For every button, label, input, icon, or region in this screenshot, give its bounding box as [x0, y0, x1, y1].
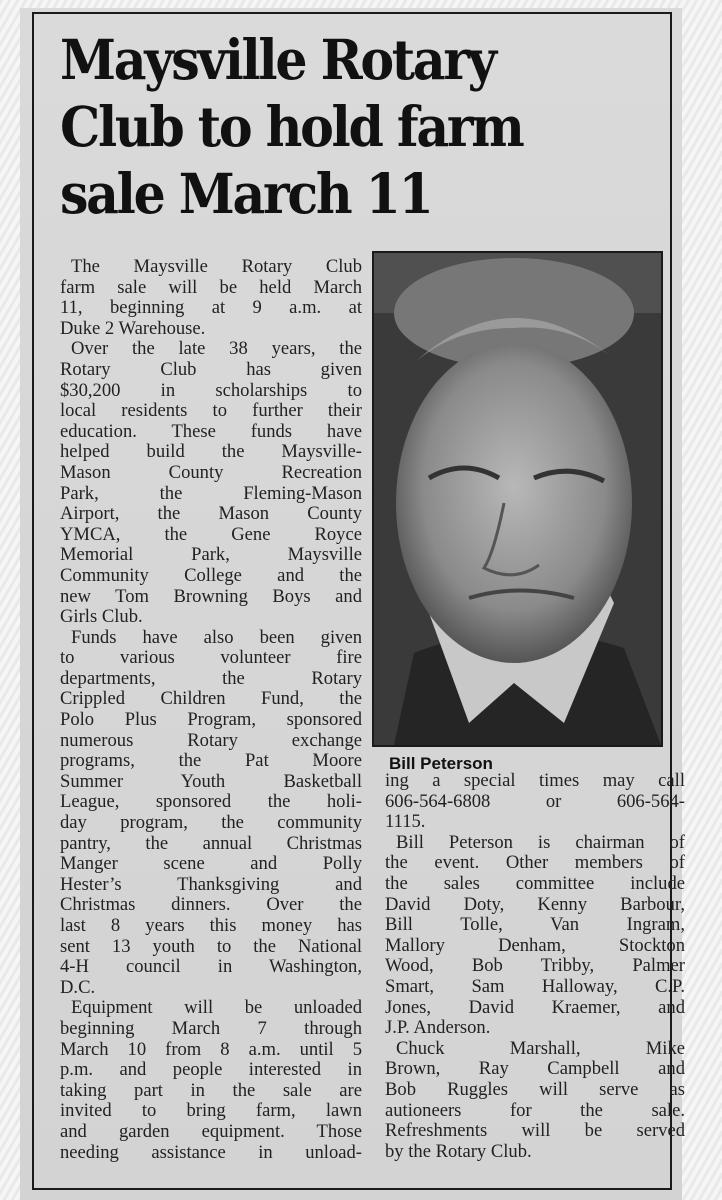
- article-text-line: D.C.: [60, 976, 96, 998]
- article-text-line: beginning March 7 through: [60, 1017, 362, 1039]
- article-text-line: League, sponsored the holi-: [60, 791, 362, 813]
- article-text-line: 4-H council in Washington,: [60, 956, 362, 978]
- article-text-line: Duke 2 Warehouse.: [60, 317, 206, 339]
- article-text-line: day program, the community: [60, 812, 362, 834]
- article-text-line: Over the late 38 years, the: [71, 338, 362, 360]
- article-text-line: Airport, the Mason County: [60, 503, 362, 525]
- portrait-photo: [372, 251, 663, 747]
- article-text-line: Rotary Club has given: [60, 358, 362, 380]
- article-text-line: programs, the Pat Moore: [60, 750, 362, 772]
- article-text-line: 11, beginning at 9 a.m. at: [60, 297, 362, 319]
- article-text-line: Girls Club.: [60, 606, 143, 628]
- article-text-line: Polo Plus Program, sponsored: [60, 709, 362, 731]
- article-text-line: to various volunteer fire: [60, 647, 362, 669]
- article-text-line: Hester’s Thanksgiving and: [60, 873, 362, 895]
- article-text-line: needing assistance in unload-: [60, 1141, 362, 1163]
- article-text-line: The Maysville Rotary Club: [71, 256, 362, 277]
- headline: [60, 26, 621, 227]
- article-text-line: Wood, Bob Tribby, Palmer: [385, 955, 685, 977]
- article-text-line: new Tom Browning Boys and: [60, 585, 362, 607]
- article-text-line: J.P. Anderson.: [385, 1017, 491, 1039]
- article-text-line: Funds have also been given: [71, 626, 362, 648]
- article-text-line: Crippled Children Fund, the: [60, 688, 362, 710]
- article-text-line: ing a special times may call: [385, 770, 685, 791]
- headline-line: sale March 11: [60, 161, 432, 226]
- article-text-line: Park, the Fleming-Mason: [60, 482, 362, 504]
- article-text-line: Mason County Recreation: [60, 461, 362, 483]
- article-text-line: autioneers for the sale.: [385, 1099, 685, 1121]
- article-text-line: taking part in the sale are: [60, 1079, 362, 1101]
- article-text-line: the event. Other members of: [385, 852, 685, 874]
- article-text-line: Mallory Denham, Stockton: [385, 934, 685, 956]
- article-text-line: last 8 years this money has: [60, 915, 362, 936]
- article-text-line: Manger scene and Polly: [60, 853, 362, 875]
- article-text-line: education. These funds have: [60, 420, 362, 442]
- article-text-line: p.m. and people interested in: [60, 1059, 362, 1081]
- article-text-line: by the Rotary Club.: [385, 1140, 532, 1162]
- article-text-line: 606-564-6808 or 606-564-: [385, 790, 685, 812]
- article-text-line: March 10 from 8 a.m. until 5: [60, 1038, 362, 1060]
- article-text-line: sent 13 youth to the National: [60, 935, 362, 957]
- article-text-line: 1115.: [385, 811, 426, 833]
- article-text-line: the sales committee include: [385, 872, 685, 894]
- article-text-line: local residents to further their: [60, 400, 362, 422]
- article-text-line: farm sale will be held March: [60, 276, 362, 298]
- article-text-line: and garden equipment. Those: [60, 1120, 362, 1142]
- article-text-line: Christmas dinners. Over the: [60, 894, 362, 916]
- article-text-line: David Doty, Kenny Barbour,: [385, 893, 685, 915]
- article-text-line: invited to bring farm, lawn: [60, 1100, 362, 1122]
- article-text-line: Bill Peterson is chairman of: [396, 831, 685, 853]
- headline-line: Club to hold farm: [60, 94, 523, 159]
- article-column-right: [385, 771, 685, 1162]
- article-text-line: Brown, Ray Campbell and: [385, 1058, 685, 1080]
- article-text-line: Bob Ruggles will serve as: [385, 1078, 685, 1100]
- photo-caption: Bill Peterson: [389, 754, 493, 773]
- article-text-line: Community College and the: [60, 564, 362, 586]
- article-text-line: Summer Youth Basketball: [60, 770, 362, 792]
- article-text-line: pantry, the annual Christmas: [60, 832, 362, 854]
- article-text-line: Jones, David Kraemer, and: [385, 996, 685, 1018]
- article-text-line: numerous Rotary exchange: [60, 729, 362, 751]
- article-text-line: Chuck Marshall, Mike: [396, 1037, 685, 1059]
- article-column-left: [60, 257, 362, 1163]
- article-text-line: departments, the Rotary: [60, 667, 362, 689]
- article-text-line: Bill Tolle, Van Ingram,: [385, 914, 685, 936]
- article-text-line: YMCA, the Gene Royce: [60, 523, 362, 545]
- article-text-line: helped build the Maysville-: [60, 441, 362, 463]
- article-text-line: $30,200 in scholarships to: [60, 379, 362, 401]
- article-text-line: Equipment will be unloaded: [71, 997, 362, 1019]
- article-text-line: Refreshments will be served: [385, 1120, 685, 1142]
- article-text-line: Memorial Park, Maysville: [60, 544, 362, 566]
- headline-line: Maysville Rotary: [60, 27, 495, 92]
- article-text-line: Smart, Sam Halloway, C.P.: [385, 975, 685, 997]
- portrait-image: [374, 253, 661, 745]
